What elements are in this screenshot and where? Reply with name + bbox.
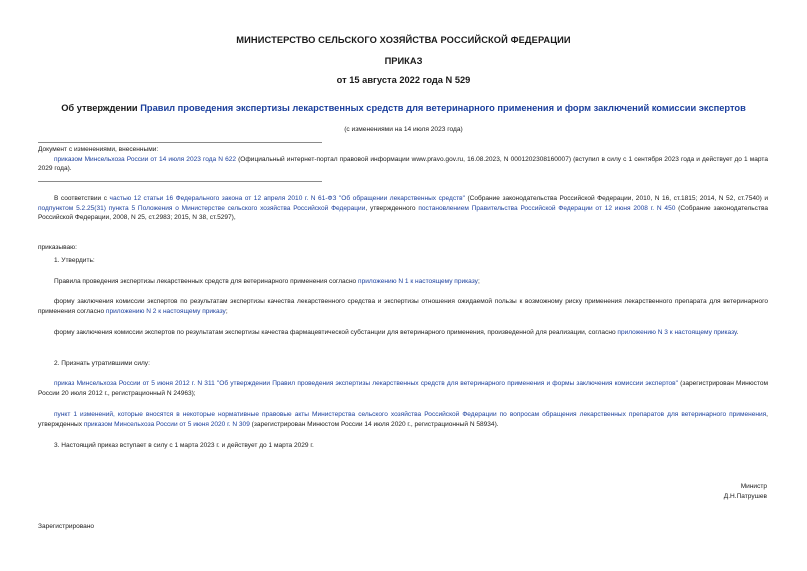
order-309-link[interactable]: приказом Минсельхоза России от 5 июня 2020 г. N 309 (83, 420, 250, 428)
changes-note: (с изменениями на 14 июля 2023 года) (344, 126, 463, 133)
title-prefix: Об утверждении (61, 103, 141, 113)
government-decree-link[interactable]: постановлением Правительства Российской Федерации от 12 июня 2008 г. N 450 (418, 204, 676, 212)
item1-paragraph-2: форму заключения комиссии экспертов по результатам экспертизы качества лекарственного средства и экспертизы отношения ожидаемой пользы к возможному риску применения лекарственного препарата для ветеринарного применения согласно приложению N 2 к настоящему приказу; (38, 298, 768, 315)
regulation-link[interactable]: подпунктом 5.2.25(31) пункта 5 Положения о Министерстве сельского хозяйства Российской Федерации (38, 204, 366, 212)
repealed-order-link[interactable]: приказ Минсельхоза России от 5 июня 2012 г. N 311 "Об утверждении Правил проведения экспертизы лекарственных средств для ветеринарного применения и формы заключения комиссии экспертов" (54, 380, 678, 387)
signature-block (724, 482, 767, 501)
organization-heading: МИНИСТЕРСТВО СЕЛЬСКОГО ХОЗЯЙСТВА РОССИЙСКОЙ ФЕДЕРАЦИИ (236, 35, 571, 45)
document-type: ПРИКАЗ (384, 56, 423, 66)
signatory-position: Министр (740, 483, 767, 490)
item3-paragraph: 3. Настоящий приказ вступает в силу с 1 марта 2023 г. и действует до 1 марта 2029 г. (54, 442, 314, 449)
item1-heading: 1. Утвердить: (54, 257, 95, 264)
order-word: приказываю: (38, 244, 77, 251)
changes-text: приказом Минсельхоза России от 14 июля 2023 года N 622 (Официальный интернет-портал правовой информации www.pravo.gov.ru, 16.08.2023, N 0001202308160007) (вступил в силу с 1 сентября 2023 года и действует до 1 марта 2029 года). (38, 155, 768, 173)
changes-label: Документ с изменениями, внесенными: (38, 146, 159, 153)
amending-order-link[interactable]: приказом Минсельхоза России от 14 июля 2023 года N 622 (54, 155, 237, 163)
registered-label: Зарегистрировано (38, 523, 95, 530)
item2-paragraph-2: пункт 1 изменений, которые вносятся в некоторые нормативные правовые акты Министерства сельского хозяйства Российской Федерации по вопросам обращения лекарственных препаратов для ветеринарного применения, утвержденных приказом Минсельхоза России от 5 июня 2020 г. N 309 (зарегистрирован Минюстом России 14 июля 2020 г., регистрационный N 58934). (38, 411, 768, 428)
item2-paragraph-1: приказ Минсельхоза России от 5 июня 2012 г. N 311 "Об утверждении Правил проведения экспертизы лекарственных средств для ветеринарного применения и формы заключения комиссии экспертов" (зарегистрирован Минюстом России 20 июля 2012 г., регистрационный N 24963); (38, 380, 768, 397)
appendix-1-link[interactable]: приложению N 1 к настоящему приказу (358, 278, 478, 285)
appendix-2-link[interactable]: приложению N 2 к настоящему приказу (105, 307, 226, 315)
signatory-name: Д.Н.Патрушев (723, 492, 767, 500)
item2-heading: 2. Признать утратившими силу: (54, 360, 150, 367)
appendix-3-link[interactable]: приложению N 3 к настоящему приказу (617, 329, 737, 336)
preamble-paragraph: В соответствии с частью 12 статьи 16 Федерального закона от 12 апреля 2010 г. N 61-ФЗ "Об обращении лекарственных средств" (Собрание законодательства Российской Федерации, 2010, N 16, ст.1815; 2014, N 52, ст.7540) и подпунктом 5.2.25(31) пункта 5 Положения о Министерстве сельского хозяйства Российской Федерации, утвержденного постановлением Правительства Российской Федерации от 12 июня 2008 г. N 450 (Собрание законодательства Российской Федерации, 2008, N 25, ст.2983; 2015, N 38, ст.5297), (38, 195, 769, 222)
divider-top (38, 142, 322, 143)
title-link[interactable]: Правил проведения экспертизы лекарственных средств для ветеринарного применения и форм заключений комиссии экспертов (140, 103, 746, 113)
item1-paragraph-3: форму заключения комиссии экспертов по результатам экспертизы качества фармацевтической субстанции для ветеринарного применения, произведенной для реализации, согласно приложению N 3 к настоящему приказу. (54, 329, 739, 336)
divider-bottom (38, 181, 322, 182)
document-date-number: от 15 августа 2022 года N 529 (336, 75, 471, 85)
federal-law-link[interactable]: частью 12 статьи 16 Федерального закона от 12 апреля 2010 г. N 61-ФЗ "Об обращении лекарственных средств" (109, 195, 465, 202)
item1-paragraph-1: Правила проведения экспертизы лекарственных средств для ветеринарного применения согласно приложению N 1 к настоящему приказу; (54, 278, 480, 285)
changes-block (38, 145, 768, 174)
document-title (0, 103, 807, 113)
amendments-link[interactable]: пункт 1 изменений, которые вносятся в некоторые нормативные правовые акты Министерства сельского хозяйства Российской Федерации по вопросам обращения лекарственных препаратов для ветеринарного применения (54, 411, 767, 418)
